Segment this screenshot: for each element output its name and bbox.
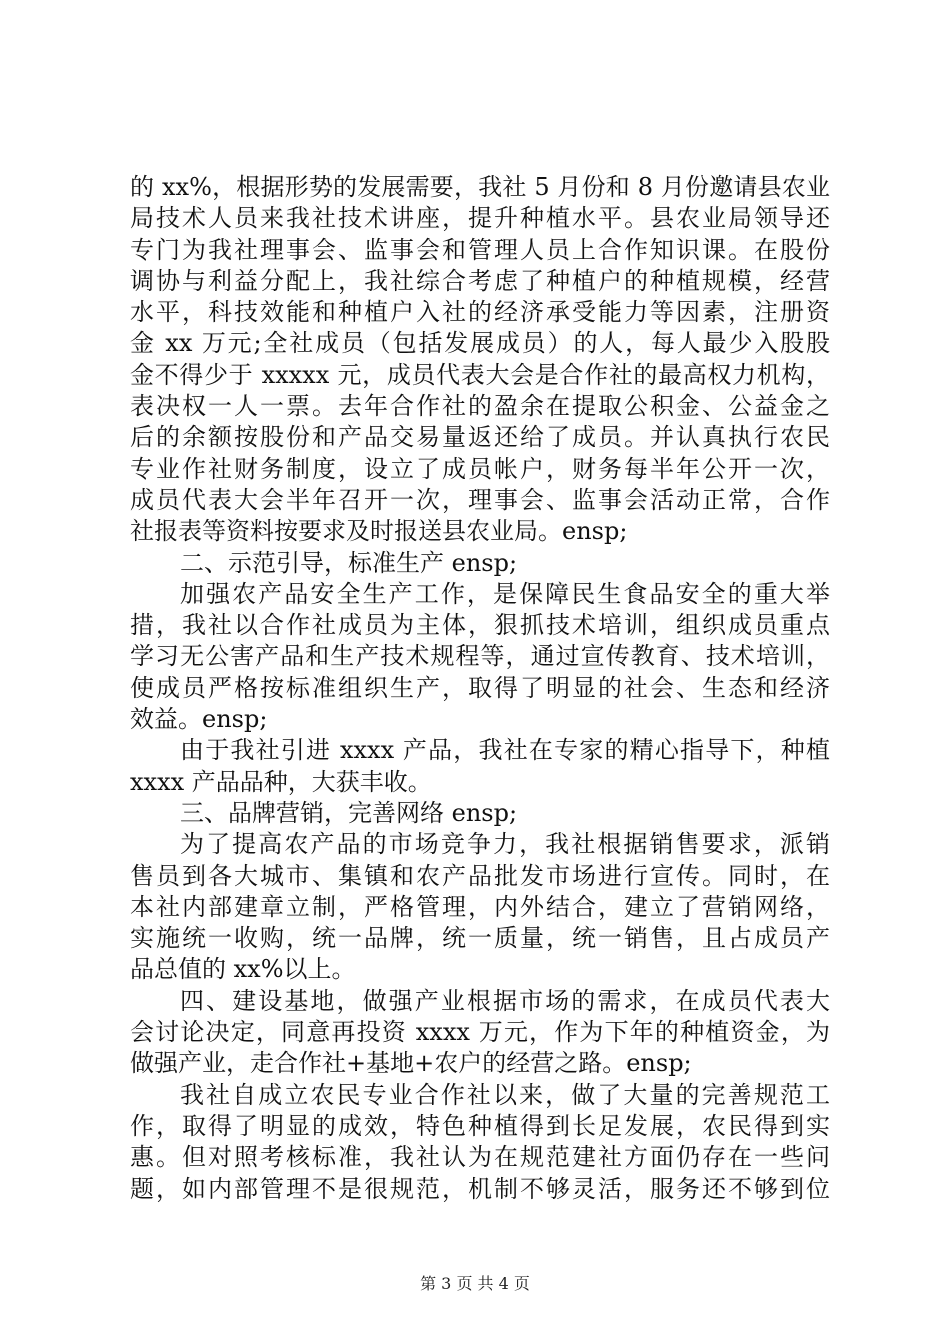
text-line: 的 xx%，根据形势的发展需要，我社 5 月份和 8 月份邀请县农业 [130, 173, 830, 201]
text-line: 品总值的 xx%以上。 [130, 955, 356, 984]
text-line: 我社自成立农民专业合作社以来，做了大量的完善规范工 [180, 1080, 830, 1109]
text-line: 题，如内部管理不是很规范，机制不够灵活，服务还不够到位 [130, 1174, 830, 1203]
text-line: 实施统一收购，统一品牌，统一质量，统一销售，且占成员产 [130, 924, 830, 953]
text-line: 后的余额按股份和产品交易量返还给了成员。并认真执行农民 [130, 423, 830, 452]
text-line: 本社内部建章立制，严格管理，内外结合，建立了营销网络， [130, 892, 830, 921]
text-line: 调协与利益分配上，我社综合考虑了种植户的种植规模，经营 [130, 266, 830, 295]
text-line: 成员代表大会半年召开一次，理事会、监事会活动正常，合作 [130, 485, 830, 514]
text-line: 表决权一人一票。去年合作社的盈余在提取公积金、公益金之 [130, 392, 830, 421]
text-line: 金 xx 万元;全社成员（包括发展成员）的人，每人最少入股股 [130, 329, 830, 358]
text-line: 社报表等资料按要求及时报送县农业局。ensp; [130, 517, 628, 546]
text-line: 为了提高农产品的市场竞争力，我社根据销售要求，派销 [180, 830, 830, 859]
text-line: 作，取得了明显的成效，特色种植得到长足发展，农民得到实 [130, 1111, 830, 1140]
text-line: 专门为我社理事会、监事会和管理人员上合作知识课。在股份 [130, 235, 830, 264]
text-line: 惠。但对照考核标准，我社认为在规范建社方面仍存在一些问 [130, 1143, 830, 1172]
page-footer: 第 3 页 共 4 页 [420, 1274, 530, 1293]
text-line: 使成员严格按标准组织生产，取得了明显的社会、生态和经济 [130, 673, 830, 702]
text-line: 三、品牌营销，完善网络 ensp; [180, 798, 518, 827]
text-line: 二、示范引导，标准生产 ensp; [180, 548, 518, 577]
text-line: 专业作社财务制度，设立了成员帐户，财务每半年公开一次， [130, 454, 830, 483]
text-line: 售员到各大城市、集镇和农产品批发市场进行宣传。同时，在 [130, 861, 830, 890]
text-line: 学习无公害产品和生产技术规程等，通过宣传教育、技术培训， [130, 642, 830, 671]
text-line: xxxx 产品品种，大获丰收。 [130, 767, 432, 796]
text-line: 做强产业，走合作社+基地+农户的经营之路。ensp; [130, 1049, 692, 1078]
text-line: 措，我社以合作社成员为主体，狠抓技术培训，组织成员重点 [130, 611, 830, 640]
text-line: 四、建设基地，做强产业根据市场的需求，在成员代表大 [180, 986, 830, 1015]
text-line: 会讨论决定，同意再投资 xxxx 万元，作为下年的种植资金，为 [130, 1018, 830, 1047]
text-line: 水平，科技效能和种植户入社的经济承受能力等因素，注册资 [130, 298, 830, 327]
document-body [130, 172, 830, 1205]
text-line: 效益。ensp; [130, 705, 268, 734]
text-line: 加强农产品安全生产工作，是保障民生食品安全的重大举 [180, 579, 830, 608]
text-line: 由于我社引进 xxxx 产品，我社在专家的精心指导下，种植 [180, 736, 830, 765]
text-line: 金不得少于 xxxxx 元，成员代表大会是合作社的最高权力机构， [130, 360, 830, 389]
text-line: 局技术人员来我社技术讲座，提升种植水平。县农业局领导还 [130, 204, 830, 233]
